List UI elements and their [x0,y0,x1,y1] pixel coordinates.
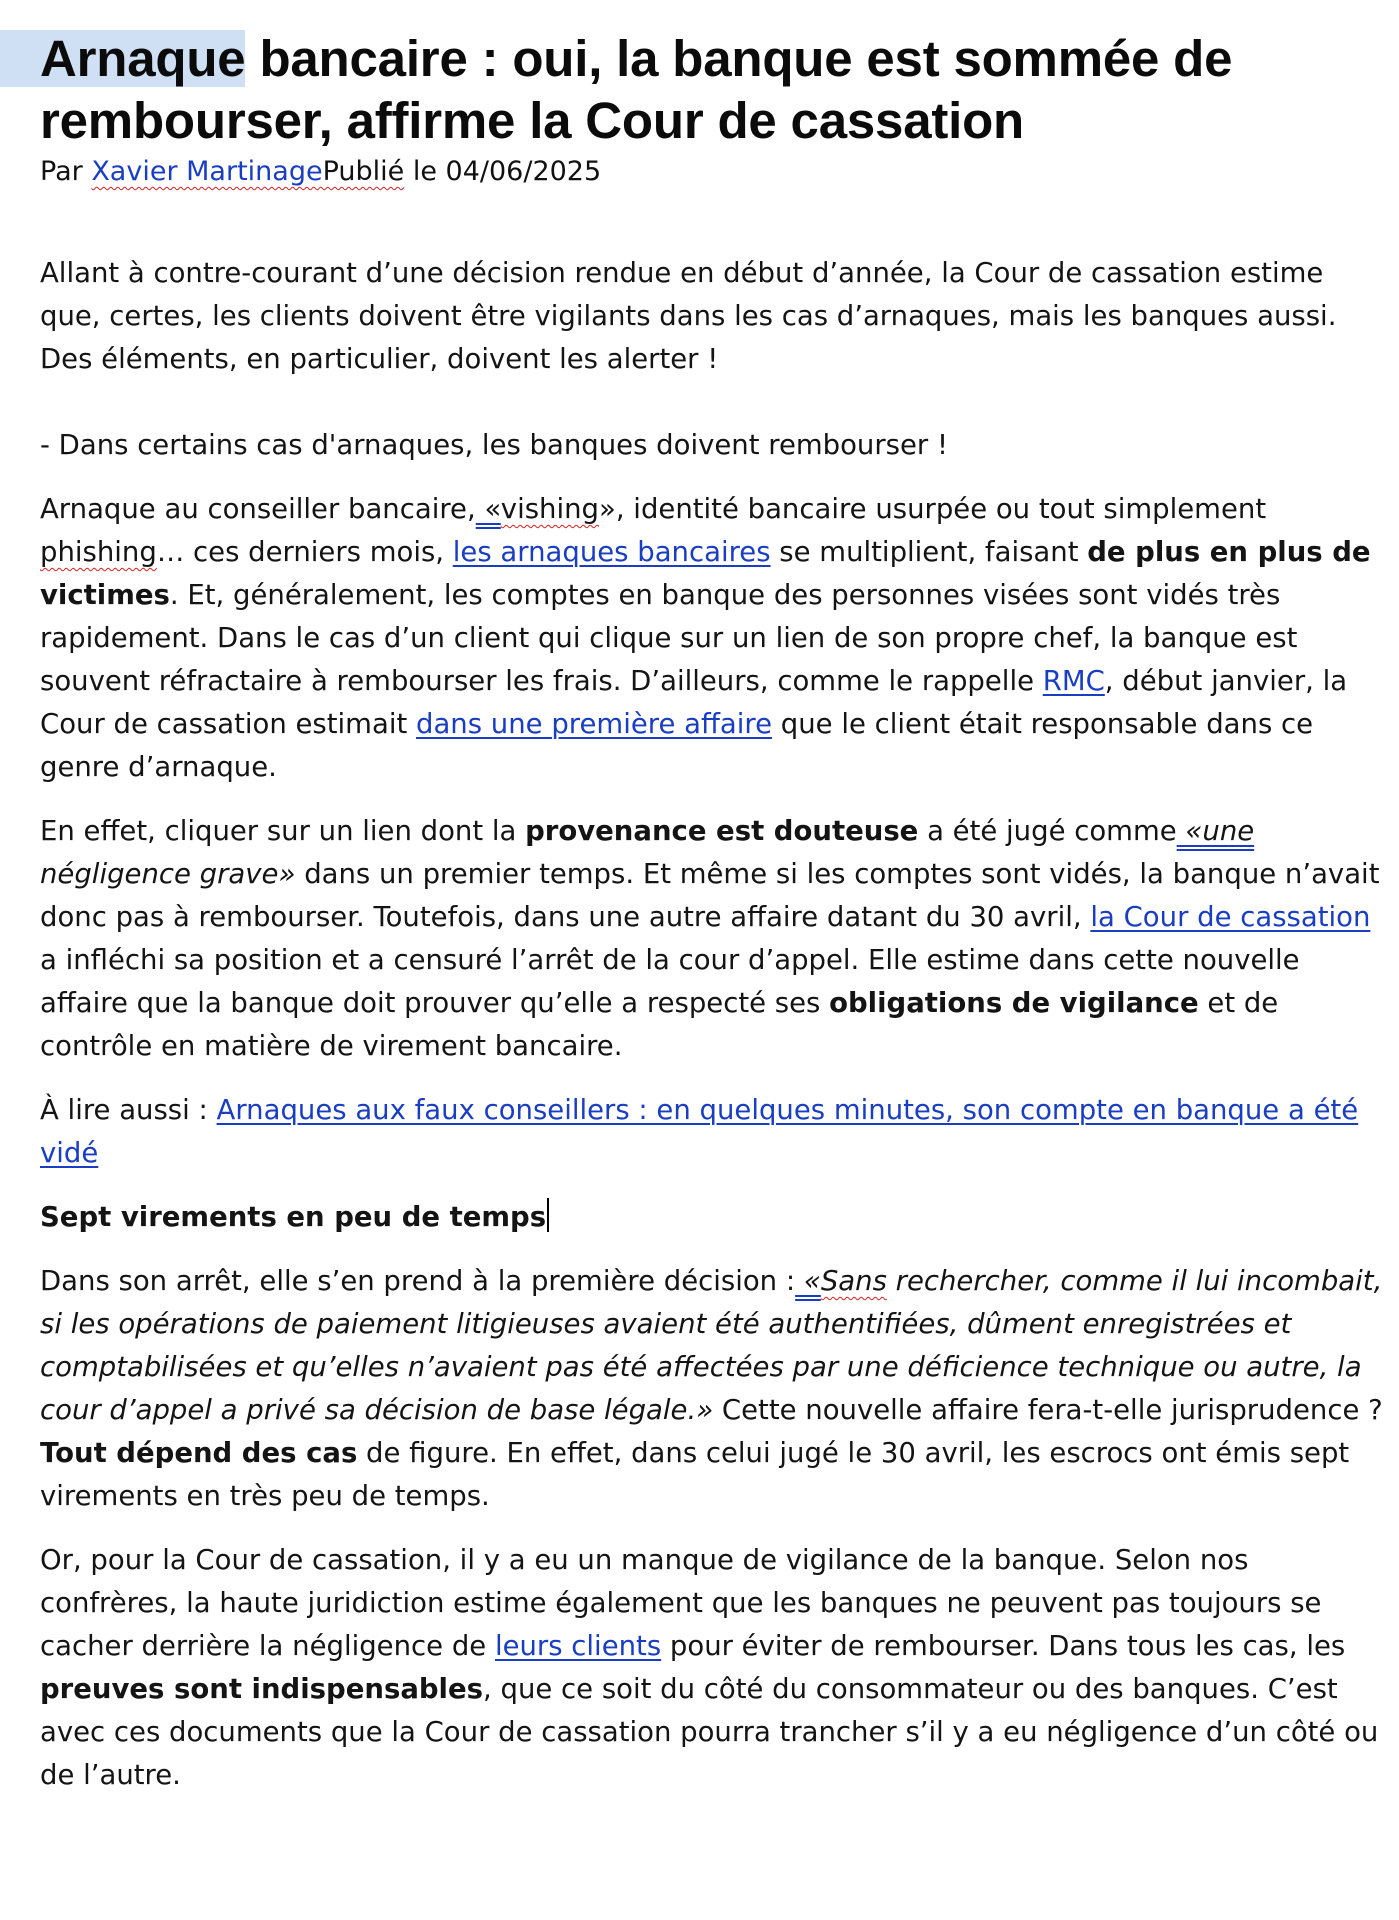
p4-text: Or, pour la Cour de cassation, il y a eu un manque de vigilance de la banque. Selon nos confrères, la haute juridiction estime également que les banques ne peuvent pas toujours se cacher derrière la négligence de [40,1544,1322,1662]
section-subheading [40,1196,1385,1239]
p3-italic: Sans [820,1265,887,1297]
p1-text: . Et, généralement, les comptes en banque des personnes visées sont vidés très rapidement. Dans le cas d’un client qui clique sur un lien de son propre chef, la banque est souvent réfractaire à rembourser les frais. D’ailleurs, comme le rappelle [40,579,1298,697]
document-page [40,28,1385,1797]
p2-text: a été jugé comme [918,815,1177,847]
link-leurs-clients[interactable]: leurs clients [494,1630,662,1662]
text-cursor [547,1198,549,1232]
p2-italic: négligence grave» [40,858,296,890]
p2-bold: provenance est douteuse [525,815,919,847]
p2-bold: obligations de vigilance [829,987,1199,1019]
article-title [40,28,1385,152]
p3-bold: Tout dépend des cas [40,1437,358,1469]
p2-italic: «une [1176,815,1255,847]
p3-text: Dans son arrêt, elle s’en prend à la première décision : [40,1265,796,1297]
link-cour-de-cassation[interactable]: la Cour de cassation [1090,901,1371,933]
published-label: Publié [322,156,405,187]
paragraph-1 [40,488,1385,789]
p1-phishing: phishing [40,536,157,568]
p1-text: se multiplient, faisant [770,536,1088,568]
p4-text: pour éviter de rembourser. Dans tous les cas, les [661,1630,1346,1662]
link-read-also[interactable]: Arnaques aux faux conseillers : en quelques minutes, son compte en banque a été vidé [40,1094,1359,1169]
publish-date: le 04/06/2025 [404,156,602,187]
p3-italic: « [795,1265,821,1297]
p4-bold: preuves sont indispensables [40,1673,484,1705]
byline [40,154,1385,190]
p1-quote: « [475,493,501,525]
paragraph-4 [40,1539,1385,1797]
p3-text: Cette nouvelle affaire fera-t-elle jurisprudence ? [713,1394,1383,1426]
p3-quote: rechercher, comme il lui incombait, si les opérations de paiement litigieuses avaient été authentifiées, dûment enregistrées et comptabilisées et qu’elles n’avaient pas été affectées par une déficience technique ou autre, la cour d’appel a privé sa décision de base légale.» [40,1265,1383,1426]
link-rmc[interactable]: RMC [1042,665,1105,697]
p2-text: dans un premier temps. Et même si les comptes sont vidés, la banque n’avait donc pas à rembourser. Toutefois, dans une autre affaire datant du 30 avril, [40,858,1380,933]
p2-text: a infléchi sa position et a censuré l’arrêt de la cour d’appel. Elle estime dans cette nouvelle affaire que la banque doit prouver qu’elle a respecté ses [40,944,1300,1019]
p1-text: Arnaque au conseiller bancaire, [40,493,476,525]
intro-paragraph: Allant à contre-courant d’une décision rendue en début d’année, la Cour de cassation estime que, certes, les clients doivent être vigilants dans les cas d’arnaques, mais les banques aussi. Des éléments, en particulier, doivent les alerter ! [40,257,1337,375]
p1-text: , début janvier, la Cour de cassation estimait [40,665,1348,740]
p2-text: et de contrôle en matière de virement bancaire. [40,987,1279,1062]
article-body [40,252,1385,1797]
p1-text: … ces derniers mois, [156,536,453,568]
title-rest: bancaire : oui, la banque est sommée de rembourser, affirme la Cour de cassation [40,30,1233,149]
p1-bold: de plus en plus de victimes [40,536,1371,611]
selected-title-word[interactable]: Arnaque [40,30,246,87]
p1-text: », identité bancaire usurpée ou tout simplement [599,493,1267,525]
subheading-text: Sept virements en peu de temps [40,1201,547,1233]
p1-text: que le client était responsable dans ce genre d’arnaque. [40,708,1314,783]
p3-text: de figure. En effet, dans celui jugé le 30 avril, les escrocs ont émis sept virements en très peu de temps. [40,1437,1350,1512]
read-also-label: À lire aussi : [40,1094,217,1126]
link-premiere-affaire[interactable]: dans une première affaire [416,708,773,740]
read-also [40,1089,1385,1175]
link-arnaques-bancaires[interactable]: les arnaques bancaires [452,536,771,568]
p4-text: , que ce soit du côté du consommateur ou des banques. C’est avec ces documents que la Cour de cassation pourra trancher s’il y a eu négligence d’un côté ou de l’autre. [40,1673,1379,1791]
p2-text: En effet, cliquer sur un lien dont la [40,815,526,847]
paragraph-3 [40,1260,1385,1518]
byline-prefix: Par [40,156,92,187]
paragraph-2 [40,810,1385,1068]
p1-vishing: vishing [500,493,599,525]
bullet-line: - Dans certains cas d'arnaques, les banques doivent rembourser ! [40,429,948,461]
author-link[interactable]: Xavier Martinage [91,156,323,187]
